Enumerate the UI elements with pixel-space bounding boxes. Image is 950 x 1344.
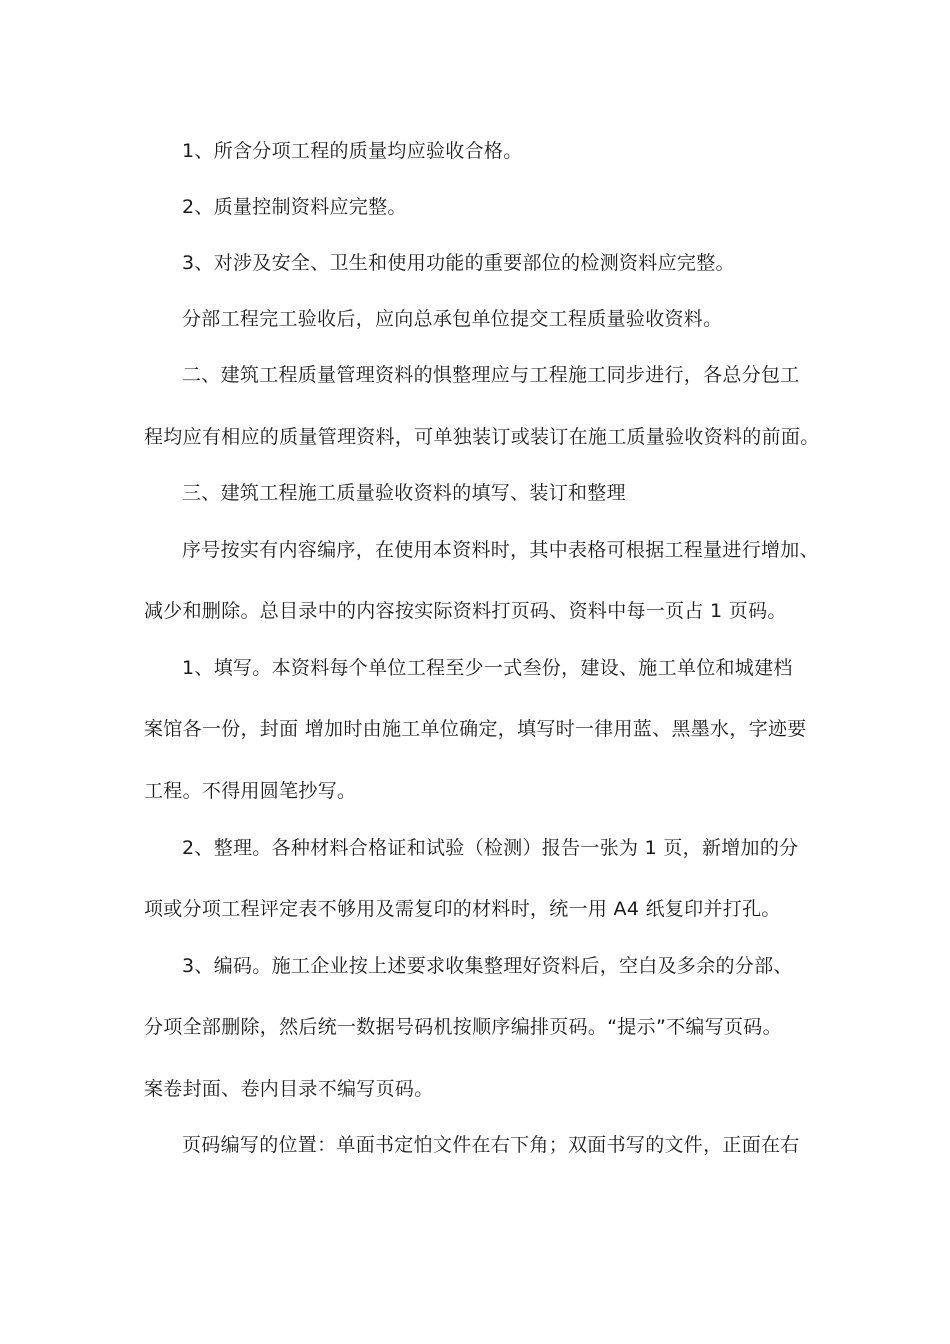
text-line-2: 2、质量控制资料应完整。 xyxy=(182,196,407,218)
text-line-14: 项或分项工程评定表不够用及需复印的材料时，统一用 A4 纸复印并打孔。 xyxy=(144,898,781,920)
text-line-12: 工程。不得用圆笔抄写。 xyxy=(144,780,357,802)
text-line-5: 二、建筑工程质量管理资料的惧整理应与工程施工同步进行，各总分包工 xyxy=(182,364,800,386)
text-line-17: 案卷封面、卷内目录不编写页码。 xyxy=(144,1078,434,1100)
text-line-9: 减少和删除。总目录中的内容按实际资料打页码、资料中每一页占 1 页码。 xyxy=(144,600,787,622)
text-line-16: 分项全部删除，然后统一数据号码机按顺序编排页码。“提示”不编写页码。 xyxy=(144,1016,782,1038)
text-line-4: 分部工程完工验收后，应向总承包单位提交工程质量验收资料。 xyxy=(182,308,723,330)
text-line-3: 3、对涉及安全、卫生和使用功能的重要部位的检测资料应完整。 xyxy=(182,252,735,274)
text-line-8: 序号按实有内容编序，在使用本资料时，其中表格可根据工程量进行增加、 xyxy=(182,539,819,561)
text-line-7: 三、建筑工程施工质量验收资料的填写、装订和整理 xyxy=(182,482,626,504)
text-line-6: 程均应有相应的质量管理资料，可单独装订或装订在施工质量验收资料的前面。 xyxy=(144,426,820,448)
text-line-11: 案馆各一份，封面 增加时由施工单位确定，填写时一律用蓝、黑墨水，字迹要 xyxy=(144,718,807,740)
text-line-1: 1、所含分项工程的质量均应验收合格。 xyxy=(182,140,523,162)
text-line-15: 3、编码。施工企业按上述要求收集整理好资料后，空白及多余的分部、 xyxy=(182,955,793,977)
text-line-13: 2、整理。各种材料合格证和试验（检测）报告一张为 1 页，新增加的分 xyxy=(182,837,799,859)
text-line-10: 1、填写。本资料每个单位工程至少一式叁份，建设、施工单位和城建档 xyxy=(182,657,793,679)
text-line-18: 页码编写的位置：单面书定怕文件在右下角；双面书写的文件，正面在右 xyxy=(182,1134,800,1156)
